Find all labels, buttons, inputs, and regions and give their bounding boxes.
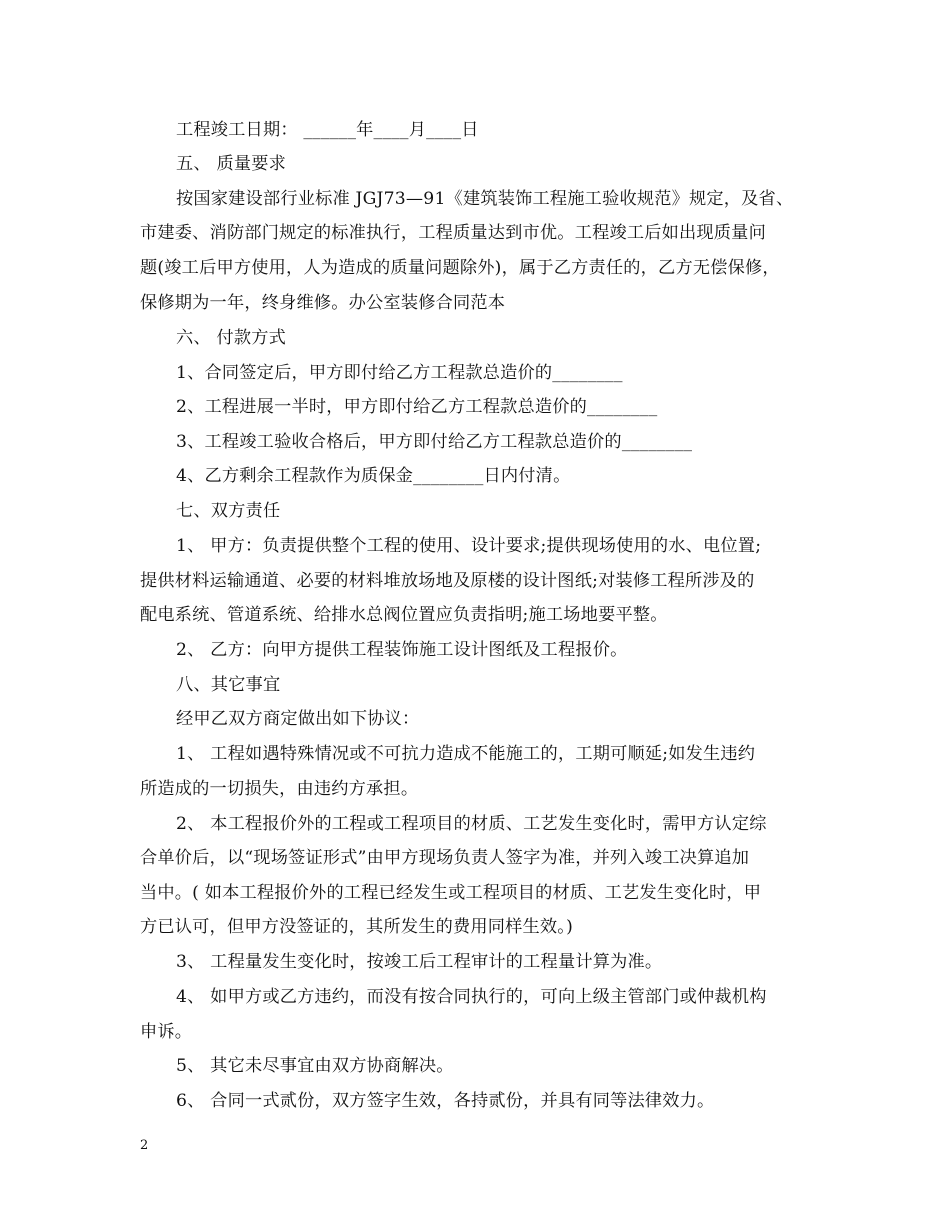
paragraph-line: 申诉。 [140, 1022, 193, 1042]
paragraph-line: 3、 工程量发生变化时，按竣工后工程审计的工程量计算为准。 [176, 952, 663, 972]
paragraph-line: 1、 工程如遇特殊情况或不可抗力造成不能施工的，工期可顺延;如发生违约 [176, 744, 756, 764]
section-heading-payment: 六、 付款方式 [176, 328, 286, 348]
paragraph-line: 当中。( 如本工程报价外的工程已经发生或工程项目的材质、工艺发生变化时，甲 [140, 883, 762, 903]
payment-item: 1、合同签定后，甲方即付给乙方工程款总造价的________ [176, 363, 623, 383]
paragraph-line: 6、 合同一式贰份，双方签字生效，各持贰份，并具有同等法律效力。 [176, 1091, 715, 1111]
paragraph-line: 配电系统、管道系统、给排水总阀位置应负责指明;施工场地要平整。 [140, 605, 668, 625]
section-heading-other: 八、其它事宜 [176, 675, 281, 695]
paragraph-line: 保修期为一年，终身维修。办公室装修合同范本 [140, 293, 506, 313]
paragraph-line: 5、 其它未尽事宜由双方协商解决。 [176, 1056, 454, 1076]
paragraph-line: 按国家建设部行业标准 JGJ73—91《建筑装饰工程施工验收规范》规定，及省、 [176, 189, 794, 209]
paragraph-line: 2、 乙方：向甲方提供工程装饰施工设计图纸及工程报价。 [176, 640, 628, 660]
payment-item: 4、乙方剩余工程款作为质保金________日内付清。 [176, 466, 571, 486]
paragraph-line: 经甲乙双方商定做出如下协议： [176, 709, 420, 729]
paragraph-line: 提供材料运输通道、必要的材料堆放场地及原楼的设计图纸;对装修工程所涉及的 [140, 571, 755, 591]
section-heading-quality: 五、 质量要求 [176, 154, 286, 174]
completion-date-line: 工程竣工日期： ______年____月____日 [176, 120, 479, 140]
paragraph-line: 4、 如甲方或乙方违约，而没有按合同执行的，可向上级主管部门或仲裁机构 [176, 987, 767, 1007]
paragraph-line: 市建委、消防部门规定的标准执行，工程质量达到市优。工程竣工后如出现质量问 [140, 223, 766, 243]
payment-item: 3、工程竣工验收合格后，甲方即付给乙方工程款总造价的________ [176, 432, 693, 452]
paragraph-line: 1、 甲方：负责提供整个工程的使用、设计要求;提供现场使用的水、电位置; [176, 536, 762, 556]
paragraph-line: 合单价后，以“现场签证形式”由甲方现场负责人签字为准，并列入竣工决算追加 [140, 848, 750, 868]
page-number: 2 [140, 1138, 149, 1153]
paragraph-line: 题(竣工后甲方使用，人为造成的质量问题除外)，属于乙方责任的，乙方无偿保修， [140, 258, 780, 278]
paragraph-line: 方已认可，但甲方没签证的，其所发生的费用同样生效。) [140, 917, 573, 937]
payment-item: 2、工程进展一半时，甲方即付给乙方工程款总造价的________ [176, 397, 658, 417]
section-heading-responsibility: 七、双方责任 [176, 501, 281, 521]
paragraph-line: 所造成的一切损失，由违约方承担。 [140, 779, 419, 799]
paragraph-line: 2、 本工程报价外的工程或工程项目的材质、工艺发生变化时，需甲方认定综 [176, 814, 767, 834]
